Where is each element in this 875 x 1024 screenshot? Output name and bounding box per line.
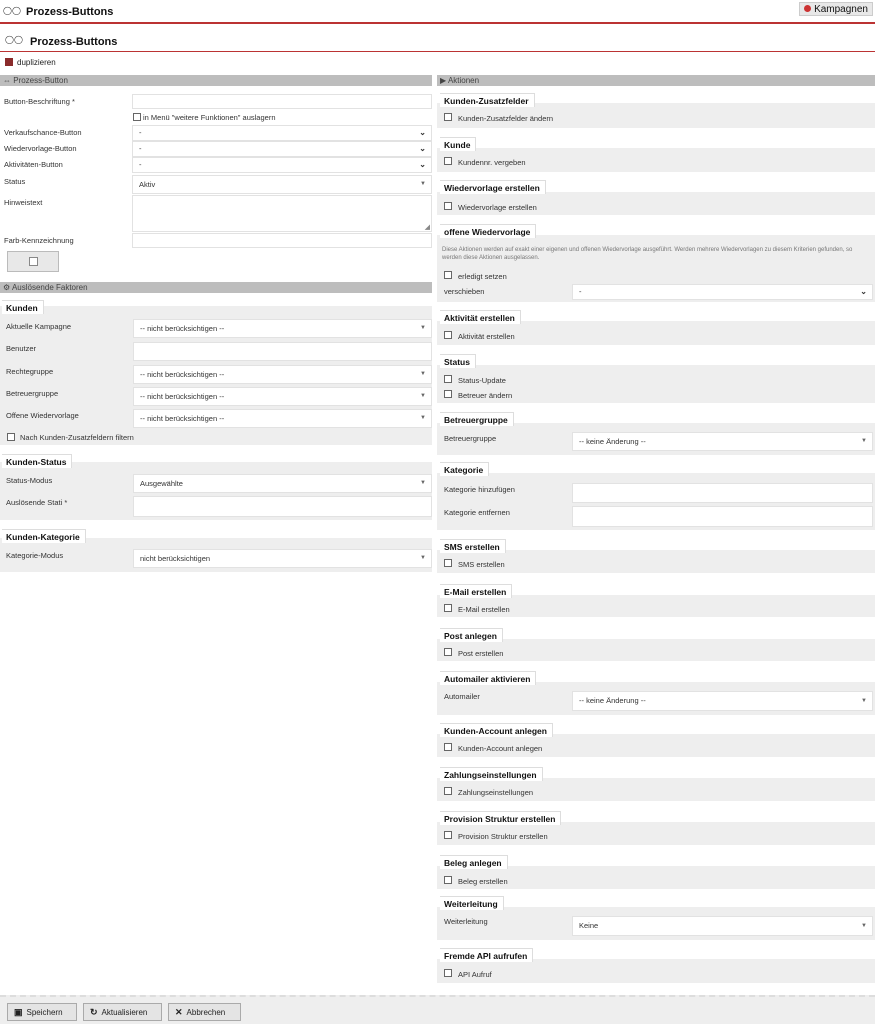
status-update-label: Status-Update: [458, 376, 506, 385]
color-swatch-icon: [29, 257, 38, 266]
forwarding-value: Keine: [579, 921, 599, 930]
campaign-label: Aktuelle Kampagne: [6, 322, 72, 331]
page-title: Prozess-Buttons: [30, 36, 118, 48]
rights-group-select[interactable]: [133, 365, 432, 384]
receipt-checkbox[interactable]: [444, 876, 452, 884]
cancel-label: Abbrechen: [186, 1008, 226, 1017]
resize-grip-icon[interactable]: ◢: [424, 224, 430, 231]
caretaker-action-group-title: Betreuergruppe: [440, 412, 514, 426]
process-icon: ◯◯: [3, 6, 21, 15]
resubmission-button-value: -: [139, 144, 142, 153]
menu-checkbox-label: in Menü "weitere Funktionen" auslagern: [143, 113, 276, 122]
category-action-group-title: Kategorie: [440, 462, 489, 476]
forwarding-select[interactable]: [572, 916, 873, 936]
open-resubmission-value: -- nicht berücksichtigen --: [140, 414, 225, 423]
category-mode-value: nicht berücksichtigen: [140, 554, 211, 563]
duplicate-icon: [5, 58, 13, 66]
category-mode-select[interactable]: [133, 549, 432, 568]
rights-group-label: Rechtegruppe: [6, 367, 54, 376]
payment-label: Zahlungseinstellungen: [458, 788, 534, 797]
chevron-down-icon: ⌄: [419, 160, 426, 169]
remove-category-input[interactable]: [572, 506, 873, 527]
section-process-button[interactable]: [0, 75, 432, 86]
status-mode-value: Ausgewählte: [140, 479, 183, 488]
caretaker-group-value: -- nicht berücksichtigen --: [140, 392, 225, 401]
hint-text-textarea[interactable]: [132, 195, 432, 232]
payment-checkbox[interactable]: [444, 787, 452, 795]
open-resubmission-select[interactable]: [133, 409, 432, 428]
move-select[interactable]: [572, 284, 873, 300]
sms-checkbox[interactable]: [444, 559, 452, 567]
create-resubmission-group-title: Wiedervorlage erstellen: [440, 180, 546, 194]
filter-extra-fields-checkbox[interactable]: [7, 433, 15, 441]
commission-checkbox[interactable]: [444, 831, 452, 839]
customer-category-group-title: Kunden-Kategorie: [2, 529, 86, 543]
automailer-value: -- keine Änderung --: [579, 696, 646, 705]
rights-group-value: -- nicht berücksichtigen --: [140, 370, 225, 379]
post-label: Post erstellen: [458, 649, 504, 658]
open-resubmission-label: Offene Wiedervorlage: [6, 411, 79, 420]
refresh-icon: ↻: [90, 1007, 98, 1017]
dropdown-arrow-icon: ▼: [420, 181, 426, 187]
process-icon: ◯◯: [5, 35, 23, 44]
api-checkbox[interactable]: [444, 969, 452, 977]
post-group-title: Post anlegen: [440, 628, 503, 642]
receipt-group-title: Beleg anlegen: [440, 855, 508, 869]
status-select[interactable]: [132, 175, 432, 194]
trigger-status-input[interactable]: [133, 496, 432, 517]
filter-extra-fields-label: Nach Kunden-Zusatzfeldern filtern: [20, 433, 134, 442]
chevron-down-icon: ⌄: [419, 128, 426, 137]
collapse-icon: ⇔: [3, 76, 14, 85]
menu-checkbox[interactable]: [133, 113, 141, 121]
resubmission-button-select[interactable]: [132, 141, 432, 157]
automailer-select[interactable]: [572, 691, 873, 711]
commission-label: Provision Struktur erstellen: [458, 832, 548, 841]
create-resubmission-label: Wiedervorlage erstellen: [458, 203, 537, 212]
section-triggers[interactable]: [0, 282, 432, 293]
close-icon: ✕: [175, 1007, 183, 1017]
sms-label: SMS erstellen: [458, 560, 505, 569]
campaign-dot-icon: [804, 5, 811, 12]
automailer-label: Automailer: [444, 692, 480, 701]
dropdown-arrow-icon: ▼: [420, 393, 426, 399]
caretaker-action-value: -- keine Änderung --: [579, 437, 646, 446]
dropdown-arrow-icon: ▼: [420, 555, 426, 561]
extra-fields-group-title: Kunden-Zusatzfelder: [440, 93, 535, 107]
sales-button-label: Verkaufschance-Button: [4, 128, 82, 137]
mark-done-label: erledigt setzen: [458, 272, 507, 281]
duplicate-button[interactable]: [5, 58, 56, 67]
color-picker-button[interactable]: [7, 251, 59, 272]
email-checkbox[interactable]: [444, 604, 452, 612]
api-group-title: Fremde API aufrufen: [440, 948, 533, 962]
extra-fields-label: Kunden-Zusatzfelder ändern: [458, 114, 554, 123]
dropdown-arrow-icon: ▼: [861, 698, 867, 704]
color-label: Farb-Kennzeichnung: [4, 236, 74, 245]
window-title: Prozess-Buttons: [26, 6, 114, 18]
api-label: API Aufruf: [458, 970, 492, 979]
automailer-group-title: Automailer aktivieren: [440, 671, 536, 685]
add-category-label: Kategorie hinzufügen: [444, 485, 515, 494]
category-mode-label: Kategorie-Modus: [6, 551, 64, 560]
account-checkbox[interactable]: [444, 743, 452, 751]
email-label: E-Mail erstellen: [458, 605, 510, 614]
floppy-icon: ▣: [14, 1007, 23, 1017]
receipt-label: Beleg erstellen: [458, 877, 508, 886]
dropdown-arrow-icon: ▼: [861, 923, 867, 929]
sales-button-value: -: [139, 128, 142, 137]
section-title: Auslösende Faktoren: [11, 283, 88, 292]
chevron-down-icon: ⌄: [419, 144, 426, 153]
status-update-checkbox[interactable]: [444, 375, 452, 383]
change-caretaker-label: Betreuer ändern: [458, 391, 513, 400]
sms-group-title: SMS erstellen: [440, 539, 506, 553]
refresh-button[interactable]: [83, 1003, 162, 1021]
caretaker-action-select[interactable]: [572, 432, 873, 451]
dropdown-arrow-icon: ▼: [420, 415, 426, 421]
campaigns-label: Kampagnen: [814, 4, 868, 15]
section-actions[interactable]: [437, 75, 875, 86]
customer-number-label: Kundennr. vergeben: [458, 158, 526, 167]
change-caretaker-checkbox[interactable]: [444, 390, 452, 398]
save-button[interactable]: [7, 1003, 77, 1021]
cancel-button[interactable]: [168, 1003, 241, 1021]
dropdown-arrow-icon: ▼: [420, 325, 426, 331]
customer-number-checkbox[interactable]: [444, 157, 452, 165]
dropdown-arrow-icon: ▼: [420, 480, 426, 486]
activities-button-select[interactable]: [132, 157, 432, 173]
campaign-value: -- nicht berücksichtigen --: [140, 324, 225, 333]
duplicate-label: duplizieren: [17, 58, 56, 67]
refresh-label: Aktualisieren: [101, 1008, 148, 1017]
section-title: Prozess-Button: [13, 76, 68, 85]
page-header: [0, 28, 875, 52]
email-group-title: E-Mail erstellen: [440, 584, 512, 598]
move-label: verschieben: [444, 287, 485, 296]
window-titlebar: [0, 0, 875, 24]
user-label: Benutzer: [6, 344, 37, 353]
gear-icon: ⚙: [3, 283, 12, 292]
resubmission-button-label: Wiedervorlage-Button: [4, 144, 77, 153]
button-label-input[interactable]: [132, 94, 432, 109]
payment-group-title: Zahlungseinstellungen: [440, 767, 543, 781]
extra-fields-checkbox[interactable]: [444, 113, 452, 121]
status-mode-select[interactable]: [133, 474, 432, 493]
status-value: Aktiv: [139, 180, 156, 189]
trigger-status-label: Auslösende Stati *: [6, 498, 68, 507]
customer-status-group-title: Kunden-Status: [2, 454, 72, 468]
expand-icon: ▶: [440, 76, 448, 85]
post-checkbox[interactable]: [444, 648, 452, 656]
open-resubmission-description: Diese Aktionen werden auf exakt einer eigenen und offenen Wiedervorlage ausgeführt. Werden mehrere Wiedervorlagen zu diesem Kriterien gefunden, so werden diese Aktionen ausgelassen.: [442, 247, 853, 261]
campaign-select[interactable]: [133, 319, 432, 338]
activity-checkbox[interactable]: [444, 331, 452, 339]
campaigns-button[interactable]: [799, 2, 873, 16]
forwarding-group-title: Weiterleitung: [440, 896, 504, 910]
activities-button-label: Aktivitäten-Button: [4, 160, 63, 169]
button-label-label: Button-Beschriftung *: [4, 97, 75, 106]
create-resubmission-checkbox[interactable]: [444, 202, 452, 210]
move-value: -: [579, 287, 582, 296]
save-label: Speichern: [26, 1008, 63, 1017]
status-label: Status: [4, 177, 26, 186]
sales-button-select[interactable]: [132, 125, 432, 141]
add-category-input[interactable]: [572, 483, 873, 503]
commission-group-title: Provision Struktur erstellen: [440, 811, 561, 825]
caretaker-group-label: Betreuergruppe: [6, 389, 59, 398]
remove-category-label: Kategorie entfernen: [444, 508, 510, 517]
api-panel: [437, 959, 875, 983]
account-group-title: Kunden-Account anlegen: [440, 723, 553, 737]
chevron-down-icon: ⌄: [860, 287, 867, 296]
caretaker-group-select[interactable]: [133, 387, 432, 406]
activity-label: Aktivität erstellen: [458, 332, 515, 341]
open-resubmission-group-title: offene Wiedervorlage: [440, 224, 536, 238]
color-input[interactable]: [132, 233, 432, 248]
activities-button-value: -: [139, 160, 142, 169]
hint-text-label: Hinweistext: [4, 198, 43, 207]
dropdown-arrow-icon: ▼: [420, 371, 426, 377]
status-mode-label: Status-Modus: [6, 476, 53, 485]
activity-group-title: Aktivität erstellen: [440, 310, 521, 324]
dropdown-arrow-icon: ▼: [861, 438, 867, 444]
mark-done-checkbox[interactable]: [444, 271, 452, 279]
customer-group-title: Kunde: [440, 137, 476, 151]
status-action-group-title: Status: [440, 354, 476, 368]
section-title: Aktionen: [447, 76, 480, 85]
caretaker-action-label: Betreuergruppe: [444, 434, 497, 443]
user-input[interactable]: [133, 342, 432, 361]
account-label: Kunden-Account anlegen: [458, 744, 543, 753]
customers-group-title: Kunden: [2, 300, 44, 314]
forwarding-label: Weiterleitung: [444, 917, 488, 926]
